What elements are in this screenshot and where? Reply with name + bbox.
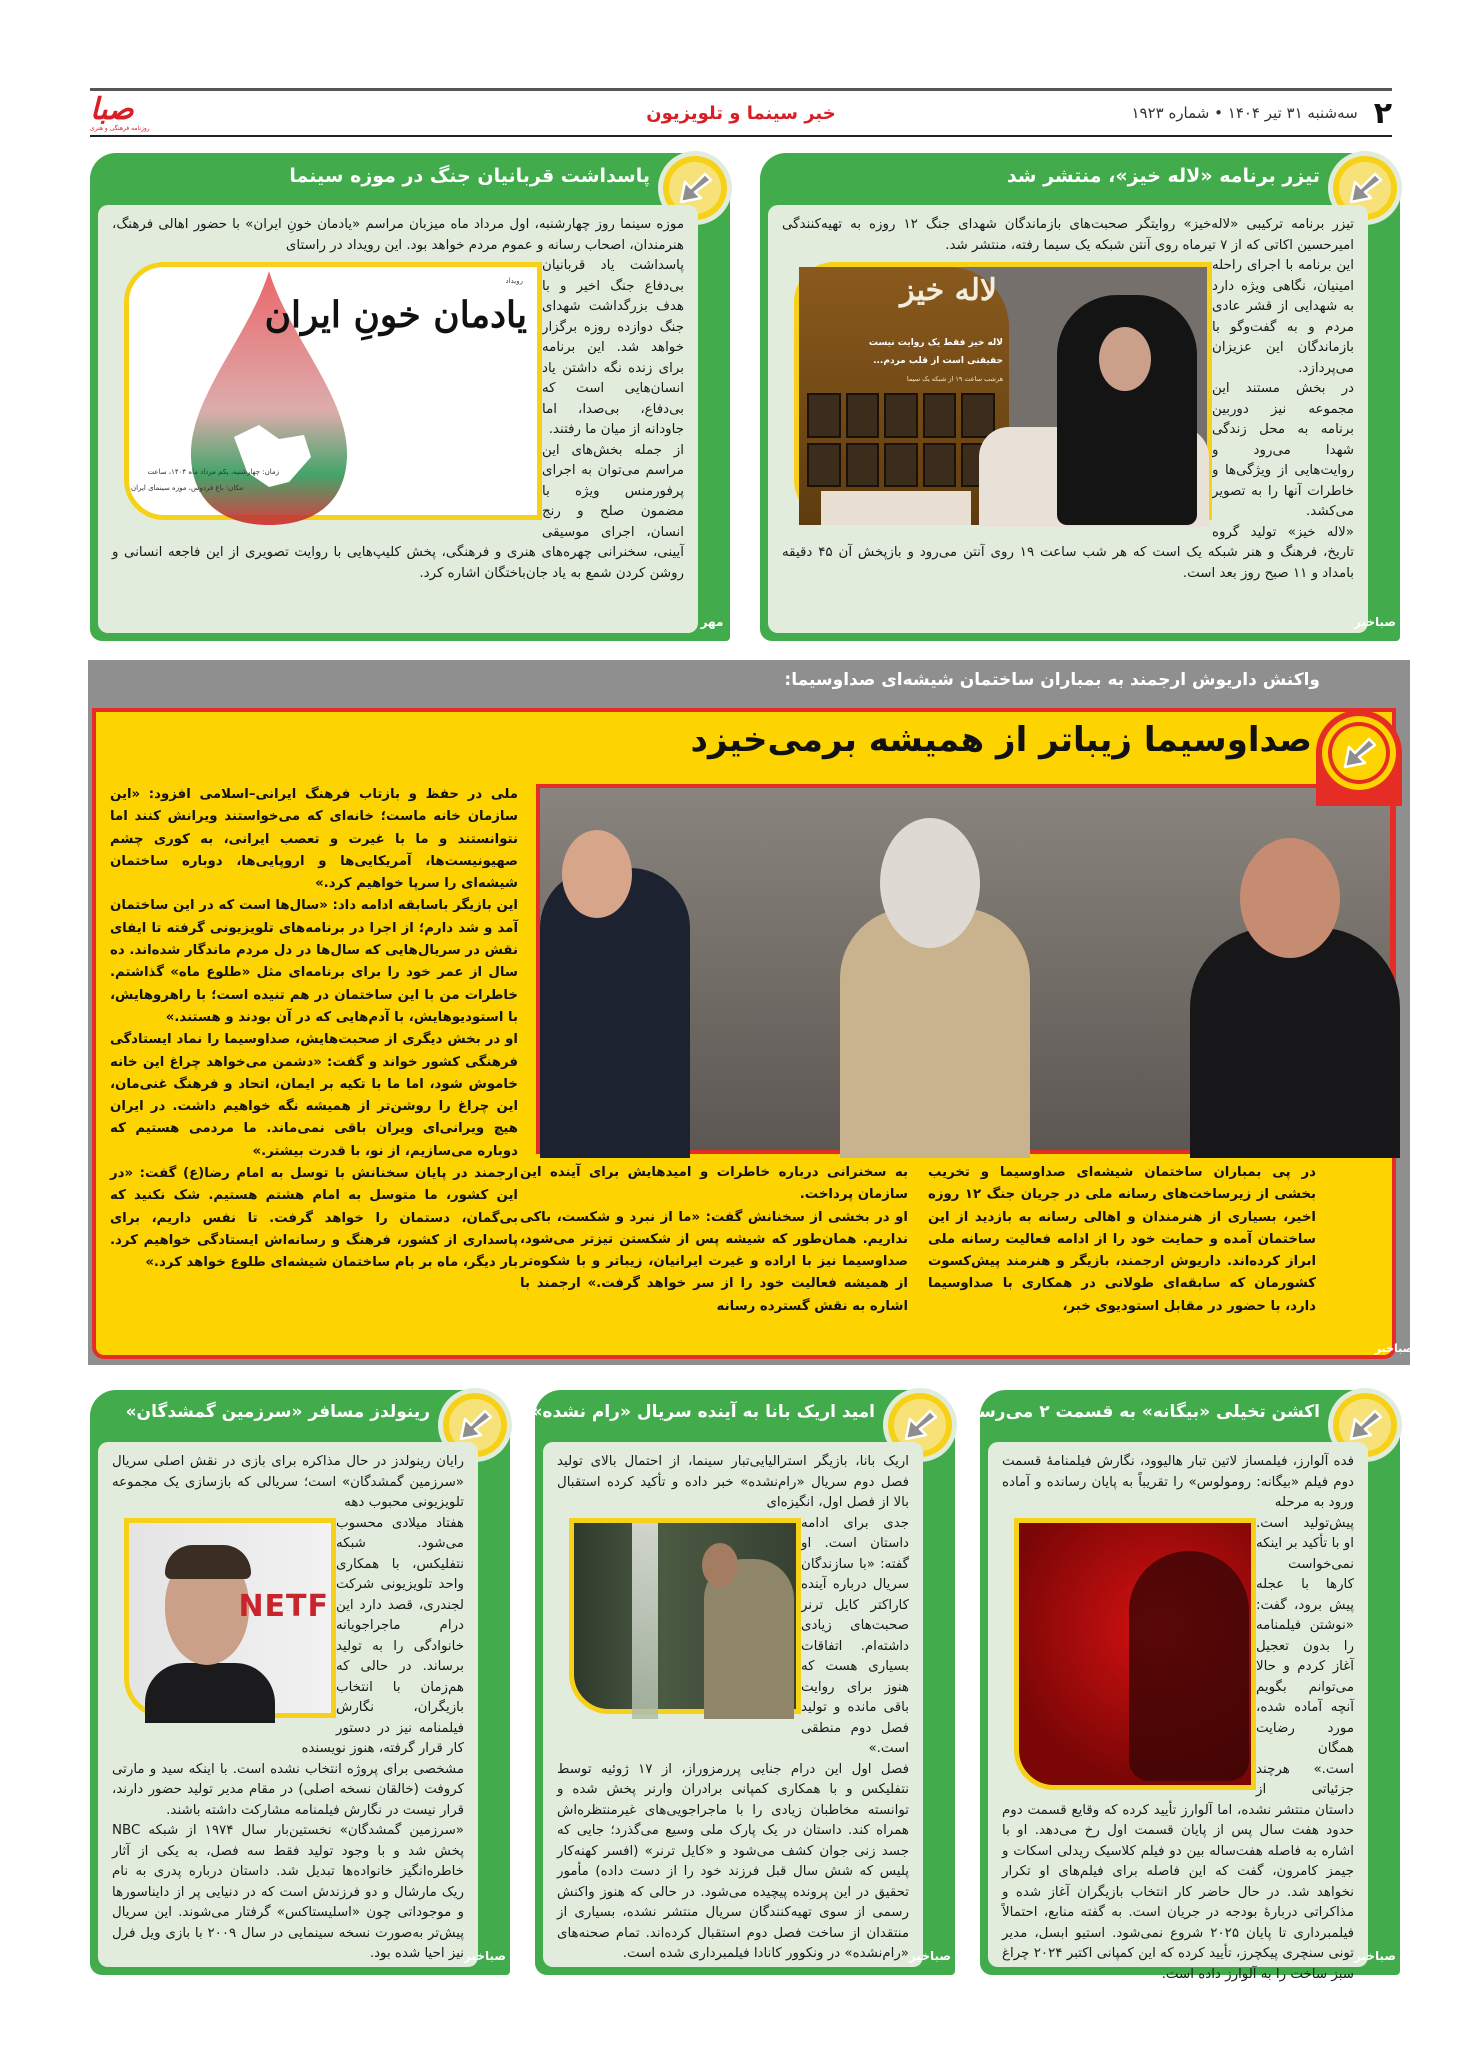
article-source: مهر xyxy=(700,615,724,629)
masthead xyxy=(90,92,1392,134)
article-side-text: هفتاد میلادی محسوب می‌شود. شبکه نتفلیکس، با همکاری واحد تلویزیونی شرکت لجندری، قصد دارد این درام ماجراجویانه خانوادگی را به تولید برساند. در حالی که هم‌زمان با انتخاب بازیگران، نگارش فیلمنامه نیز در دستور کار قرار گرفته، هنوز نویسنده xyxy=(301,1515,464,1756)
actor-hair xyxy=(165,1545,251,1579)
arrow-down-left-icon xyxy=(1345,1405,1385,1445)
feature-column-middle: به سخنرانی درباره خاطرات و امیدهایش برای آینده این سازمان پرداخت. او در بخشی از سخنانش گفت: «ما از نبرد و شکست، باکی نداریم. همان‌طور که شیشه پس از شکستن تیزتر می‌شود، صداوسیما نیز با اراده و غیرت ایرانیان، زیباتر و با شکوه‌تر از همیشه فعالیت خود را از سر خواهد گرفت.» ارجمند با اشاره به نقش گسترده رسانه xyxy=(520,1165,908,1314)
feature-paragraph: ملی در حفظ و بازتاب فرهنگ ایرانی–اسلامی افزود: «این سازمان خانه ماست؛ خانه‌ای که می‌خواستند ویرانش کنند اما نتوانستند و ما با غیرت و تعصب ایرانی، به کوری چشم صهیونیست‌ها، آمریکایی‌ها و اروپایی‌ها، دوباره ساختمان شیشه‌ای را سرپا خواهیم کرد.» xyxy=(110,787,518,892)
article-source: صباخبر xyxy=(1353,615,1396,629)
article-title: پاسداشت قربانیان جنگ در موزه سینما xyxy=(289,165,650,187)
article-rest-text: مشخصی برای پروژه انتخاب نشده است. با اینکه سید و مارتی کروفت (خالقان نسخه اصلی) در مقام مدیر تولید حضور دارند، قرار نیست در نگارش فیلمنامه مشارکت داشته باشند. «سرزمین گمشدگان» نخستین‌بار سال ۱۹۷۴ از شبکه NBC پخش شد و با وجود تولید فقط سه فصل، به یکی از آثار خاطره‌انگیز خانواده‌ها تبدیل شد. داستان درباره پدری به نام ریک مارشال و دو فرزندش است که در دنیایی پر از دایناسورها و موجوداتی چون «اسلیستاکس» گرفتار می‌شوند. این سریال پیش‌تر به‌صورت نسخه سینمایی در سال ۲۰۰۹ با بازی ویل فرل نیز احیا شده بود. xyxy=(112,1761,465,1961)
article-land-of-the-lost xyxy=(90,1390,510,1975)
article-source: صباخبر xyxy=(908,1949,951,1963)
person-left-face xyxy=(562,830,632,918)
feature-paragraph: این بازیگر باسابقه ادامه داد: «سال‌ها است که در این ساختمان آمد و شد دارم؛ از اجرا در برنامه‌های تلویزیونی گرفته تا ایفای نقش در سریال‌هایی که سال‌ها در دل مردم ماندگار شده‌اند. ده سال از عمر خود را برای برنامه‌ای مثل «طلوع ماه» گذاشتم. خاطرات من با این ساختمان در هم تنیده است؛ با راهروهایش، با استودیوهایش، با آدم‌هایی که در آن بودند و هستند.» xyxy=(110,898,518,1025)
article-body xyxy=(988,1442,1368,1982)
poster-title: یادمان خونِ ایران xyxy=(264,294,527,336)
article-title: اکشن تخیلی «بیگانه» به قسمت ۲ می‌رسد xyxy=(969,1402,1320,1422)
article-lead: تیزر برنامه ترکیبی «لاله‌خیز» روایتگر صحبت‌های بازماندگان شهدای جنگ ۱۲ روزه به تهیه‌کنندگی امیرحسین اکاتی که از ۷ تیرماه روی آنتن شبکه یک سیما رفته، منتشر شد. xyxy=(782,217,1355,253)
masthead-bottom-rule xyxy=(90,135,1392,137)
article-paragraph: «لاله خیز» تولید گروه تاریخ، فرهنگ و هنر شبکه یک است که هر شب ساعت ۱۹ روی آنتن می‌رود و بازپخش آن ۴۵ دقیقه بامداد و ۱۱ صبح روز بعد است. xyxy=(782,524,1354,581)
poster-line-1: لاله خیز فقط یک روایت نیست xyxy=(868,338,1003,348)
article-title: تیزر برنامه «لاله خیز»، منتشر شد xyxy=(1006,165,1320,187)
feature-panel xyxy=(92,708,1396,1359)
article-body xyxy=(98,205,698,633)
feature-headline: صداوسیما زیباتر از همیشه برمی‌خیزد xyxy=(690,720,1312,760)
show-logo: لاله خیز xyxy=(900,273,997,308)
article-side-text: پیش‌تولید است. او با تأکید بر اینکه نمی‌خواست کارها با عجله پیش برود، گفت: «نوشتن فیلمنامه را بدون تعجیل آغاز کردم و حالا می‌توانم بگویم آنچه آماده شده، مورد رضایت همگان xyxy=(1256,1515,1354,1756)
article-body xyxy=(543,1442,923,1967)
article-paragraph: این برنامه با اجرای راحله امینیان، نگاهی ویژه دارد به شهدایی از قشر عادی مردم و به گفت‌وگو با بازماندگان این عزیزان می‌پردازد. xyxy=(1212,258,1354,376)
article-paragraph: در بخش مستند این مجموعه نیز دوربین برنامه به محل زندگی شهدا می‌رود و روایت‌هایی از ویژگی‌ها و خاطرات آنها را به تصویر می‌کشد. xyxy=(1212,381,1354,519)
article-lead: موزه سینما روز چهارشنبه، اول مرداد ماه میزبان مراسم «یادمان خونِ ایران» با حضور اهالی فرهنگ، هنرمندان، اصحاب رسانه و عموم مردم خواهد بود. این رویداد در راستای xyxy=(112,217,684,253)
article-lead: فده آلوارز، فیلمساز لاتین تبار هالیوود، نگارش فیلمنامهٔ قسمت دوم فیلم «بیگانه: رومولوس» را تقریباً به پایان رسانده و آماده ورود به مرحله xyxy=(1002,1454,1354,1510)
feature-photo xyxy=(536,784,1394,1154)
article-rest-text: فصل اول این درام جنایی پررمزوراز، از ۱۷ ژوئیه توسط نتفلیکس و با همکاری کمپانی برادران وارنر پخش شده و توانسته مخاطبان زیادی را با ماجراجویی‌های غیرمنتظره‌اش همراه کند. داستان در یک پارک ملی وسیع می‌گذرد؛ جایی که جسد زنی جوان کشف می‌شود و «کایل ترنر» (افسر کهنه‌کار پلیس که شش سال قبل فرزند خود را از دست داده) مأمور تحقیق در این پرونده پیچیده می‌شود. در حالی که هنوز واکنش رسمی از سوی تهیه‌کنندگان سریال منتشر نشده، بسیاری از منتقدان از ساخت فصل دوم استقبال کرده‌اند. تمام صحنه‌های «رام‌نشده» در ونکوور کانادا فیلمبرداری شده است. xyxy=(557,1761,909,1961)
arrow-down-left-icon xyxy=(1345,168,1385,208)
article-photo xyxy=(1014,1518,1256,1790)
arrow-down-left-icon xyxy=(675,168,715,208)
poster-kicker: رویداد xyxy=(505,277,523,285)
article-photo xyxy=(124,1518,336,1718)
article-photo xyxy=(569,1518,801,1714)
poster-line-2: حقیقتی است از قلب مردم... xyxy=(873,356,1003,366)
alien-figure xyxy=(1129,1551,1249,1781)
arrow-down-left-icon xyxy=(455,1405,495,1445)
poster-place: مکان: باغ فردوس، موزه سینمای ایران xyxy=(131,484,244,492)
article-cinema-museum xyxy=(90,153,730,641)
article-source: صباخبر xyxy=(1353,1949,1396,1963)
article-paragraph: پاسداشت یاد قربانیان بی‌دفاع جنگ اخیر و با هدف بزرگداشت شهدای جنگ دوازده روزه برگزار خواهد شد. این برنامه برای زنده نگه داشتن یاد انسان‌هایی است که بی‌دفاع، بی‌صدا، اما جاودانه از میان ما رفتند. xyxy=(542,258,684,437)
article-body xyxy=(768,205,1368,633)
article-lead: اریک بانا، بازیگر استرالیایی‌تبار سینما، از احتمال بالای تولید فصل دوم سریال «رام‌نشده» خبر داده و تأکید کرده استقبال بالا از فصل اول، انگیزه‌ای xyxy=(557,1454,909,1510)
masthead-page-info xyxy=(1131,96,1392,131)
waterfall xyxy=(632,1523,658,1719)
logo-word: صبا xyxy=(90,91,134,127)
article-body xyxy=(98,1442,478,1967)
article-lead: رایان رینولدز در حال مذاکره برای بازی در نقش اصلی سریال «سرزمین گمشدگان» است؛ سریالی که بازسازی یک مجموعه تلویزیونی محبوب دهه xyxy=(112,1454,464,1510)
feature-column-left xyxy=(110,784,518,1275)
article-rest-text: است.» هرچند جزئیاتی از داستان منتشر نشده، اما آلوارز تأیید کرده که وقایع قسمت دوم حدود هفت سال پس از پایان قسمت اول رخ می‌دهد. او با اشاره به فاصله هفت‌ساله بین دو فیلم کلاسیک ریدلی اسکات و جیمز کامرون، گفت که این فاصله برای فیلم‌های او تکرار نخواهد شد. در حال حاضر کار انتخاب بازیگران آغاز شده و مذاکراتی دربارهٔ بودجه در جریان است. به گفته منابع، احتمالاً فیلمبرداری تا پایان ۲۰۲۵ شروع نمی‌شود. استیو ابسل، مدیر تونی سنچری پیکچرز، تأیید کرده که این کمپانی اکتبر ۲۰۲۴ چراغ سبز ساخت را به آلوارز داده است. xyxy=(1002,1761,1355,1982)
host-face xyxy=(1099,327,1151,391)
feature-badge xyxy=(1316,710,1402,806)
actor-head xyxy=(702,1543,738,1587)
masthead-top-rule xyxy=(90,88,1392,91)
actor-suit xyxy=(145,1663,275,1723)
article-paragraph: از جمله بخش‌های این مراسم می‌توان به اجرای پرفورمنس ویژه با مضمون صلح و رنج انسان، اجرای موسیقی آیینی، سخنرانی چهره‌های هنری و فرهنگی، پخش کلیپ‌هایی با روایت تصویری از این فاجعه انسانی و روشن کردن شمع به یاد جان‌باختگان اشاره کرد. xyxy=(112,442,684,581)
page-number: ۲ xyxy=(1373,95,1392,131)
feature-paragraph: او در بخش دیگری از صحبت‌هایش، صداوسیما را نماد ایستادگی فرهنگی کشور خواند و گفت: «دشمن می‌خواهد چراغ این خانه خاموش شود، اما ما با تکیه بر ایمان، اتحاد و فرهنگ غنی‌مان، این چراغ را روشن‌تر از همیشه نگه خواهیم داشت. در ایران هیچ ویرانی‌ای ویران باقی نمی‌ماند. ما مردمی هستیم که دوباره می‌سازیم، از نو، با قدرت بیشتر.» xyxy=(110,1032,518,1159)
poster-line-3: هرشب ساعت ۱۹ از شبکه یک سیما xyxy=(906,375,1003,383)
article-title: رینولدز مسافر «سرزمین گمشدگان» xyxy=(125,1402,430,1422)
article-lale-khiz xyxy=(760,153,1400,641)
article-alien xyxy=(969,1390,1400,1982)
logo-subtitle: روزنامه فرهنگی و هنری xyxy=(90,124,150,132)
table xyxy=(821,491,971,525)
section-title: خبر سینما و تلویزیون xyxy=(646,102,836,124)
arrow-down-left-icon xyxy=(900,1405,940,1445)
poster-time: زمان: چهارشنبه، یکم مرداد ماه ۱۴۰۴، ساعت xyxy=(147,468,279,476)
event-poster xyxy=(124,262,542,520)
person-right xyxy=(1190,928,1400,1158)
feature-article-arjmand xyxy=(88,660,1414,1365)
article-untamed xyxy=(531,1390,955,1975)
netflix-backdrop-text: NETF xyxy=(238,1588,329,1624)
article-source: صباخبر xyxy=(463,1949,506,1963)
newspaper-logo[interactable] xyxy=(90,91,150,132)
portrait-grid xyxy=(807,393,995,487)
feature-paragraph: ارجمند در پایان سخنانش با توسل به امام رضا(ع) گفت: «در این کشور، ما متوسل به امام هشتم هستیم. شک نکنید که بی‌گمان، دستمان را خواهد گرفت. تا نفس داریم، برای پاسداری از کشور، فرهنگ و رسانه‌اش ایستادگی خواهیم کرد. بار دیگر، ماه بر بام ساختمان شیشه‌ای طلوع خواهد کرد.» xyxy=(110,1166,518,1271)
person-right-face xyxy=(1240,838,1340,958)
article-photo xyxy=(794,262,1212,520)
date-line: سه‌شنبه ۳۱ تیر ۱۴۰۴ • شماره ۱۹۲۳ xyxy=(1131,104,1358,122)
feature-column-right: در پی بمباران ساختمان شیشه‌ای صداوسیما و تخریب بخشی از زیرساخت‌های رسانه ملی در جریان جنگ ۱۲ روزه اخیر، بسیاری از هنرمندان و اهالی رسانه به بازدید از این ساختمان آمده و حمایت خود را از ادامه فعالیت رسانه ملی ابراز کرده‌اند. داریوش ارجمند، بازیگر و هنرمند پیش‌کسوت کشورمان که سابقه‌ای طولانی در همکاری با صداوسیما دارد، با حضور در مقابل استودیوی خبر، xyxy=(928,1165,1316,1314)
article-side-text: جدی برای ادامه داستان است. او گفته: «با سازندگان سریال درباره آینده کاراکتر کایل ترنر صحبت‌های زیادی داشته‌ام. اتفاقات بسیاری هست که هنوز برای روایت باقی مانده و تولید فصل دوم منطقی است.» xyxy=(801,1515,909,1756)
feature-kicker: واکنش داریوش ارجمند به بمباران ساختمان شیشه‌ای صداوسیما: xyxy=(784,670,1320,690)
arrow-down-left-icon xyxy=(1339,733,1379,773)
article-title: امید اریک بانا به آینده سریال «رام نشده» xyxy=(531,1402,875,1422)
show-poster-panel xyxy=(799,267,1009,525)
feature-source: صباخبر xyxy=(1374,1342,1414,1355)
person-center-face xyxy=(880,818,980,948)
